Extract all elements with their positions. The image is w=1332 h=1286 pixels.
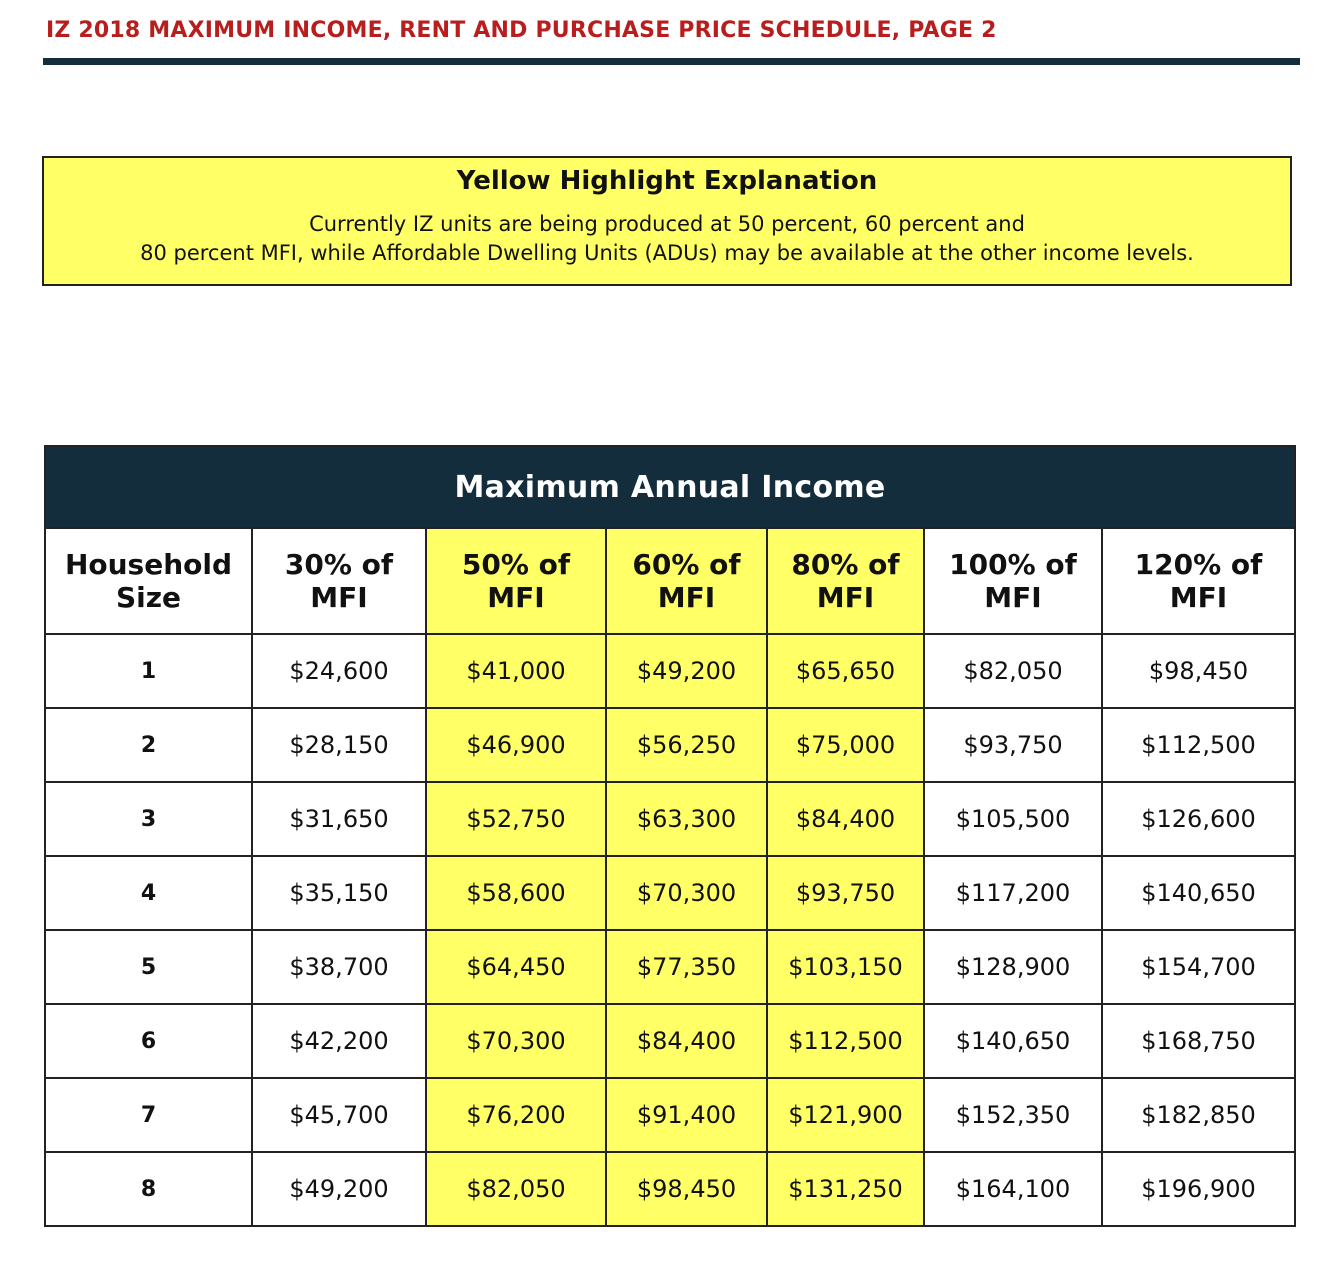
table-title: Maximum Annual Income <box>45 446 1295 528</box>
col-header-line: MFI <box>984 581 1042 614</box>
income-cell: $77,350 <box>606 930 767 1004</box>
income-cell: $46,900 <box>426 708 606 782</box>
col-header-line: 120% of <box>1134 548 1263 581</box>
income-cell: $70,300 <box>606 856 767 930</box>
income-cell: $82,050 <box>426 1152 606 1226</box>
household-size-cell: 4 <box>45 856 252 930</box>
income-cell: $64,450 <box>426 930 606 1004</box>
col-header-line: 50% of <box>461 548 571 581</box>
income-cell: $63,300 <box>606 782 767 856</box>
table-row <box>45 1004 1295 1078</box>
income-cell: $93,750 <box>767 856 924 930</box>
col-header-line: MFI <box>1169 581 1228 614</box>
income-cell: $75,000 <box>767 708 924 782</box>
household-size-cell: 8 <box>45 1152 252 1226</box>
col-header-30-mfi <box>252 528 426 634</box>
col-header-line: MFI <box>310 581 368 614</box>
column-header-row <box>45 528 1295 634</box>
income-cell: $42,200 <box>252 1004 426 1078</box>
income-cell: $41,000 <box>426 634 606 708</box>
income-cell: $112,500 <box>767 1004 924 1078</box>
col-header-line: Household <box>64 548 233 581</box>
income-cell: $128,900 <box>924 930 1102 1004</box>
income-cell: $131,250 <box>767 1152 924 1226</box>
income-cell: $82,050 <box>924 634 1102 708</box>
col-header-household-size <box>45 528 252 634</box>
col-header-line: MFI <box>816 581 875 614</box>
income-cell: $140,650 <box>1102 856 1295 930</box>
income-cell: $105,500 <box>924 782 1102 856</box>
household-size-cell: 1 <box>45 634 252 708</box>
income-cell: $93,750 <box>924 708 1102 782</box>
page-title: IZ 2018 MAXIMUM INCOME, RENT AND PURCHASE PRICE SCHEDULE, PAGE 2 <box>46 18 997 43</box>
household-size-cell: 3 <box>45 782 252 856</box>
income-cell: $38,700 <box>252 930 426 1004</box>
income-cell: $164,100 <box>924 1152 1102 1226</box>
income-cell: $76,200 <box>426 1078 606 1152</box>
col-header-100-mfi <box>924 528 1102 634</box>
col-header-line: MFI <box>487 581 545 614</box>
income-cell: $28,150 <box>252 708 426 782</box>
income-cell: $112,500 <box>1102 708 1295 782</box>
col-header-line: 100% of <box>949 548 1077 581</box>
table-row <box>45 782 1295 856</box>
col-header-line: Size <box>115 581 182 614</box>
table-row <box>45 1152 1295 1226</box>
col-header-line: MFI <box>657 581 716 614</box>
income-cell: $70,300 <box>426 1004 606 1078</box>
income-cell: $126,600 <box>1102 782 1295 856</box>
income-cell: $84,400 <box>606 1004 767 1078</box>
col-header-line: 60% of <box>632 548 741 581</box>
income-cell: $49,200 <box>606 634 767 708</box>
income-cell: $65,650 <box>767 634 924 708</box>
table-row <box>45 634 1295 708</box>
income-cell: $168,750 <box>1102 1004 1295 1078</box>
table-row <box>45 708 1295 782</box>
income-cell: $154,700 <box>1102 930 1295 1004</box>
income-cell: $84,400 <box>767 782 924 856</box>
income-cell: $98,450 <box>606 1152 767 1226</box>
table-row <box>45 930 1295 1004</box>
household-size-cell: 6 <box>45 1004 252 1078</box>
income-cell: $31,650 <box>252 782 426 856</box>
table-body <box>45 634 1295 1226</box>
household-size-cell: 2 <box>45 708 252 782</box>
income-cell: $182,850 <box>1102 1078 1295 1152</box>
explanation-title: Yellow Highlight Explanation <box>456 166 878 196</box>
income-cell: $103,150 <box>767 930 924 1004</box>
explanation-text <box>44 210 1290 268</box>
max-income-table <box>44 445 1296 1227</box>
col-header-60-mfi <box>606 528 767 634</box>
income-cell: $91,400 <box>606 1078 767 1152</box>
col-header-line: 30% of <box>284 548 394 581</box>
income-cell: $98,450 <box>1102 634 1295 708</box>
income-cell: $140,650 <box>924 1004 1102 1078</box>
household-size-cell: 7 <box>45 1078 252 1152</box>
income-cell: $45,700 <box>252 1078 426 1152</box>
col-header-50-mfi <box>426 528 606 634</box>
col-header-120-mfi <box>1102 528 1295 634</box>
income-cell: $121,900 <box>767 1078 924 1152</box>
highlight-explanation-box <box>42 156 1292 286</box>
col-header-line: 80% of <box>791 548 900 581</box>
income-cell: $58,600 <box>426 856 606 930</box>
income-cell: $49,200 <box>252 1152 426 1226</box>
table-row <box>45 856 1295 930</box>
income-cell: $152,350 <box>924 1078 1102 1152</box>
col-header-80-mfi <box>767 528 924 634</box>
income-cell: $52,750 <box>426 782 606 856</box>
income-cell: $24,600 <box>252 634 426 708</box>
income-cell: $35,150 <box>252 856 426 930</box>
income-cell: $196,900 <box>1102 1152 1295 1226</box>
income-cell: $56,250 <box>606 708 767 782</box>
header-divider <box>43 58 1300 65</box>
table-row <box>45 1078 1295 1152</box>
explanation-line: 80 percent MFI, while Affordable Dwelling Units (ADUs) may be available at the other income levels. <box>140 241 1194 265</box>
income-cell: $117,200 <box>924 856 1102 930</box>
household-size-cell: 5 <box>45 930 252 1004</box>
explanation-line: Currently IZ units are being produced at 50 percent, 60 percent and <box>309 212 1025 236</box>
